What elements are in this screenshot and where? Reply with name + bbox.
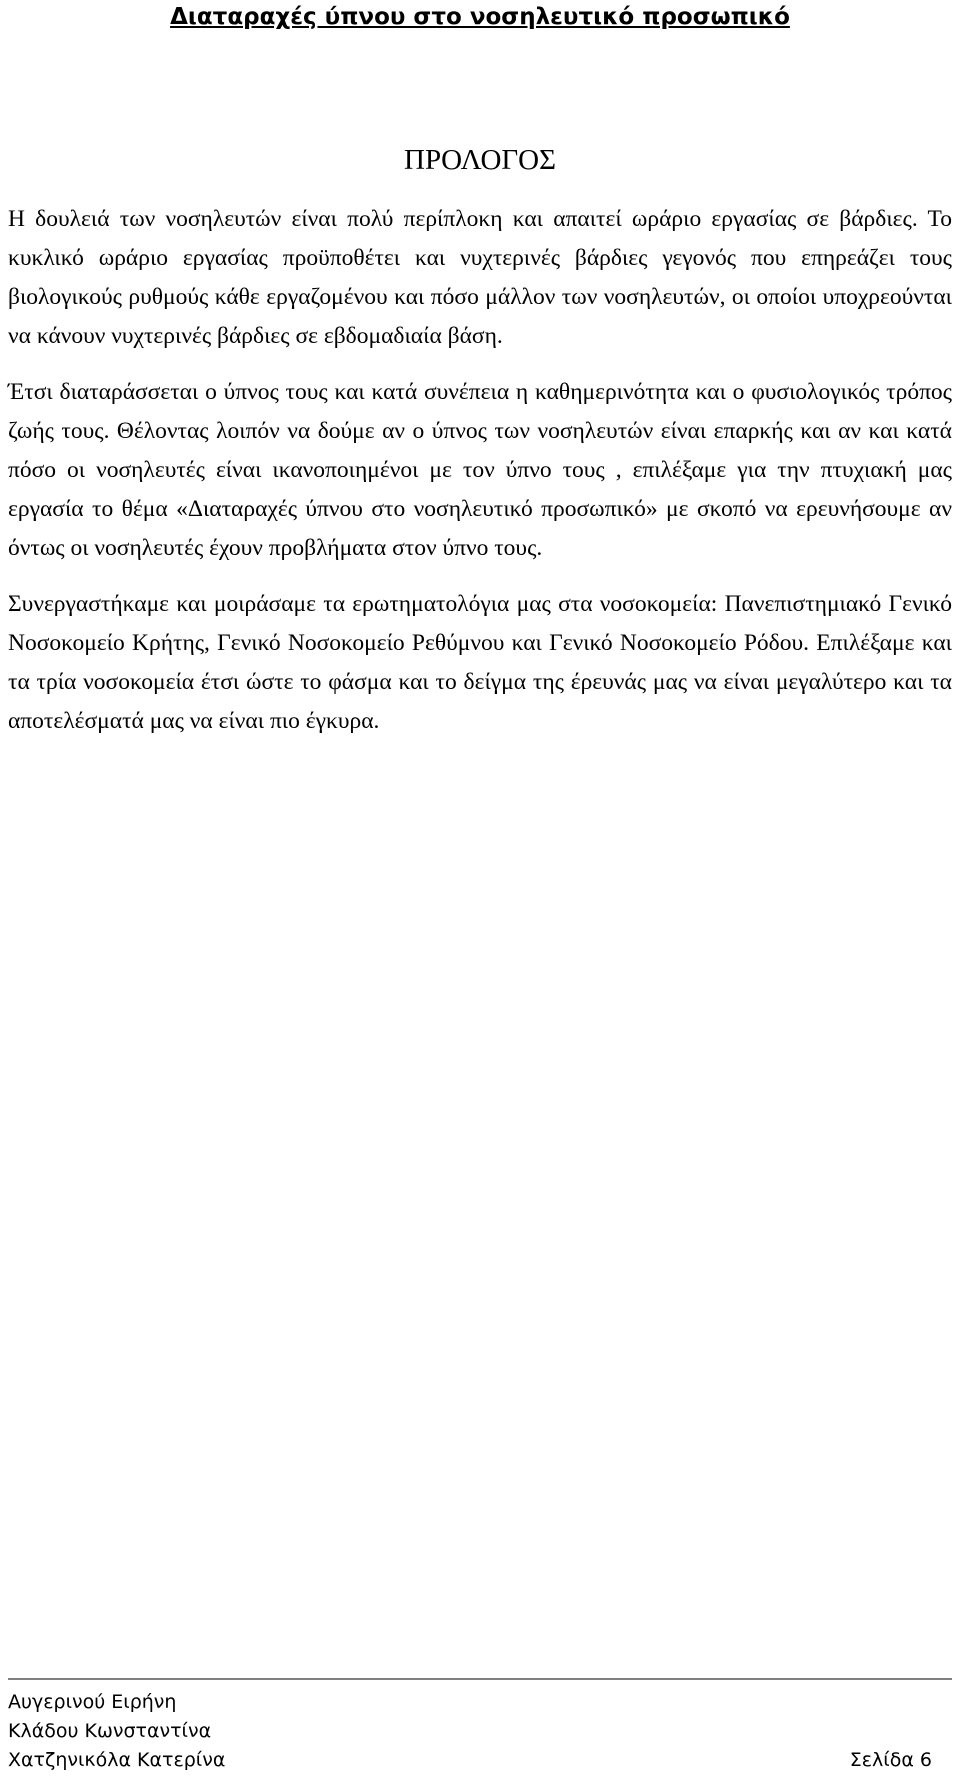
footer-author-1: Αυγερινού Ειρήνη — [8, 1691, 177, 1713]
paragraph-3: Συνεργαστήκαμε και μοιράσαμε τα ερωτηματολόγια μας στα νοσοκομεία: Πανεπιστημιακό Γενικό Νοσοκομείο Κρήτης, Γενικό Νοσοκομείο Ρεθύμνου και Γενικό Νοσοκομείο Ρόδου. Επιλέξαμε και τα τρία νοσοκομεία έτσι ώστε το φάσμα και το δείγμα της έρευνάς μας να είναι μεγαλύτερο και τα αποτελέσματά μας να είναι πιο έγκυρα. — [8, 591, 952, 734]
paragraph-2: Έτσι διαταράσσεται ο ύπνος τους και κατά συνέπεια η καθημερινότητα και ο φυσιολογικός τρόπος ζωής τους. Θέλοντας λοιπόν να δούμε αν ο ύπνος των νοσηλευτών είναι επαρκής και αν και κατά πόσο οι νοσηλευτές είναι ικανοποιημένοι με τον ύπνο τους , επιλέξαμε για την πτυχιακή μας εργασία το θέμα «Διαταραχές ύπνου στο νοσηλευτικό προσωπικό» με σκοπό να ερευνήσουμε αν όντως οι νοσηλευτές έχουν προβλήματα στον ύπνο τους. — [8, 379, 952, 561]
chapter-title: ΠΡΟΛΟΓΟΣ — [404, 144, 556, 176]
running-header-title: Διαταραχές ύπνου στο νοσηλευτικό προσωπικό — [170, 4, 790, 30]
body-text — [8, 200, 952, 758]
page-number: Σελίδα 6 — [849, 1749, 932, 1771]
footer-author-2: Κλάδου Κωνσταντίνα — [8, 1720, 212, 1742]
footer-divider — [8, 1678, 952, 1680]
footer-author-3: Χατζηνικόλα Κατερίνα — [8, 1749, 226, 1771]
paragraph-1: Η δουλειά των νοσηλευτών είναι πολύ περίπλοκη και απαιτεί ωράριο εργασίας σε βάρδιες. Το κυκλικό ωράριο εργασίας προϋποθέτει και νυχτερινές βάρδιες γεγονός που επηρεάζει τους βιολογικούς ρυθμούς κάθε εργαζομένου και πόσο μάλλον των νοσηλευτών, οι οποίοι υποχρεούνται να κάνουν νυχτερινές βάρδιες σε εβδομαδιαία βάση. — [8, 206, 952, 349]
page-footer — [8, 1688, 952, 1775]
